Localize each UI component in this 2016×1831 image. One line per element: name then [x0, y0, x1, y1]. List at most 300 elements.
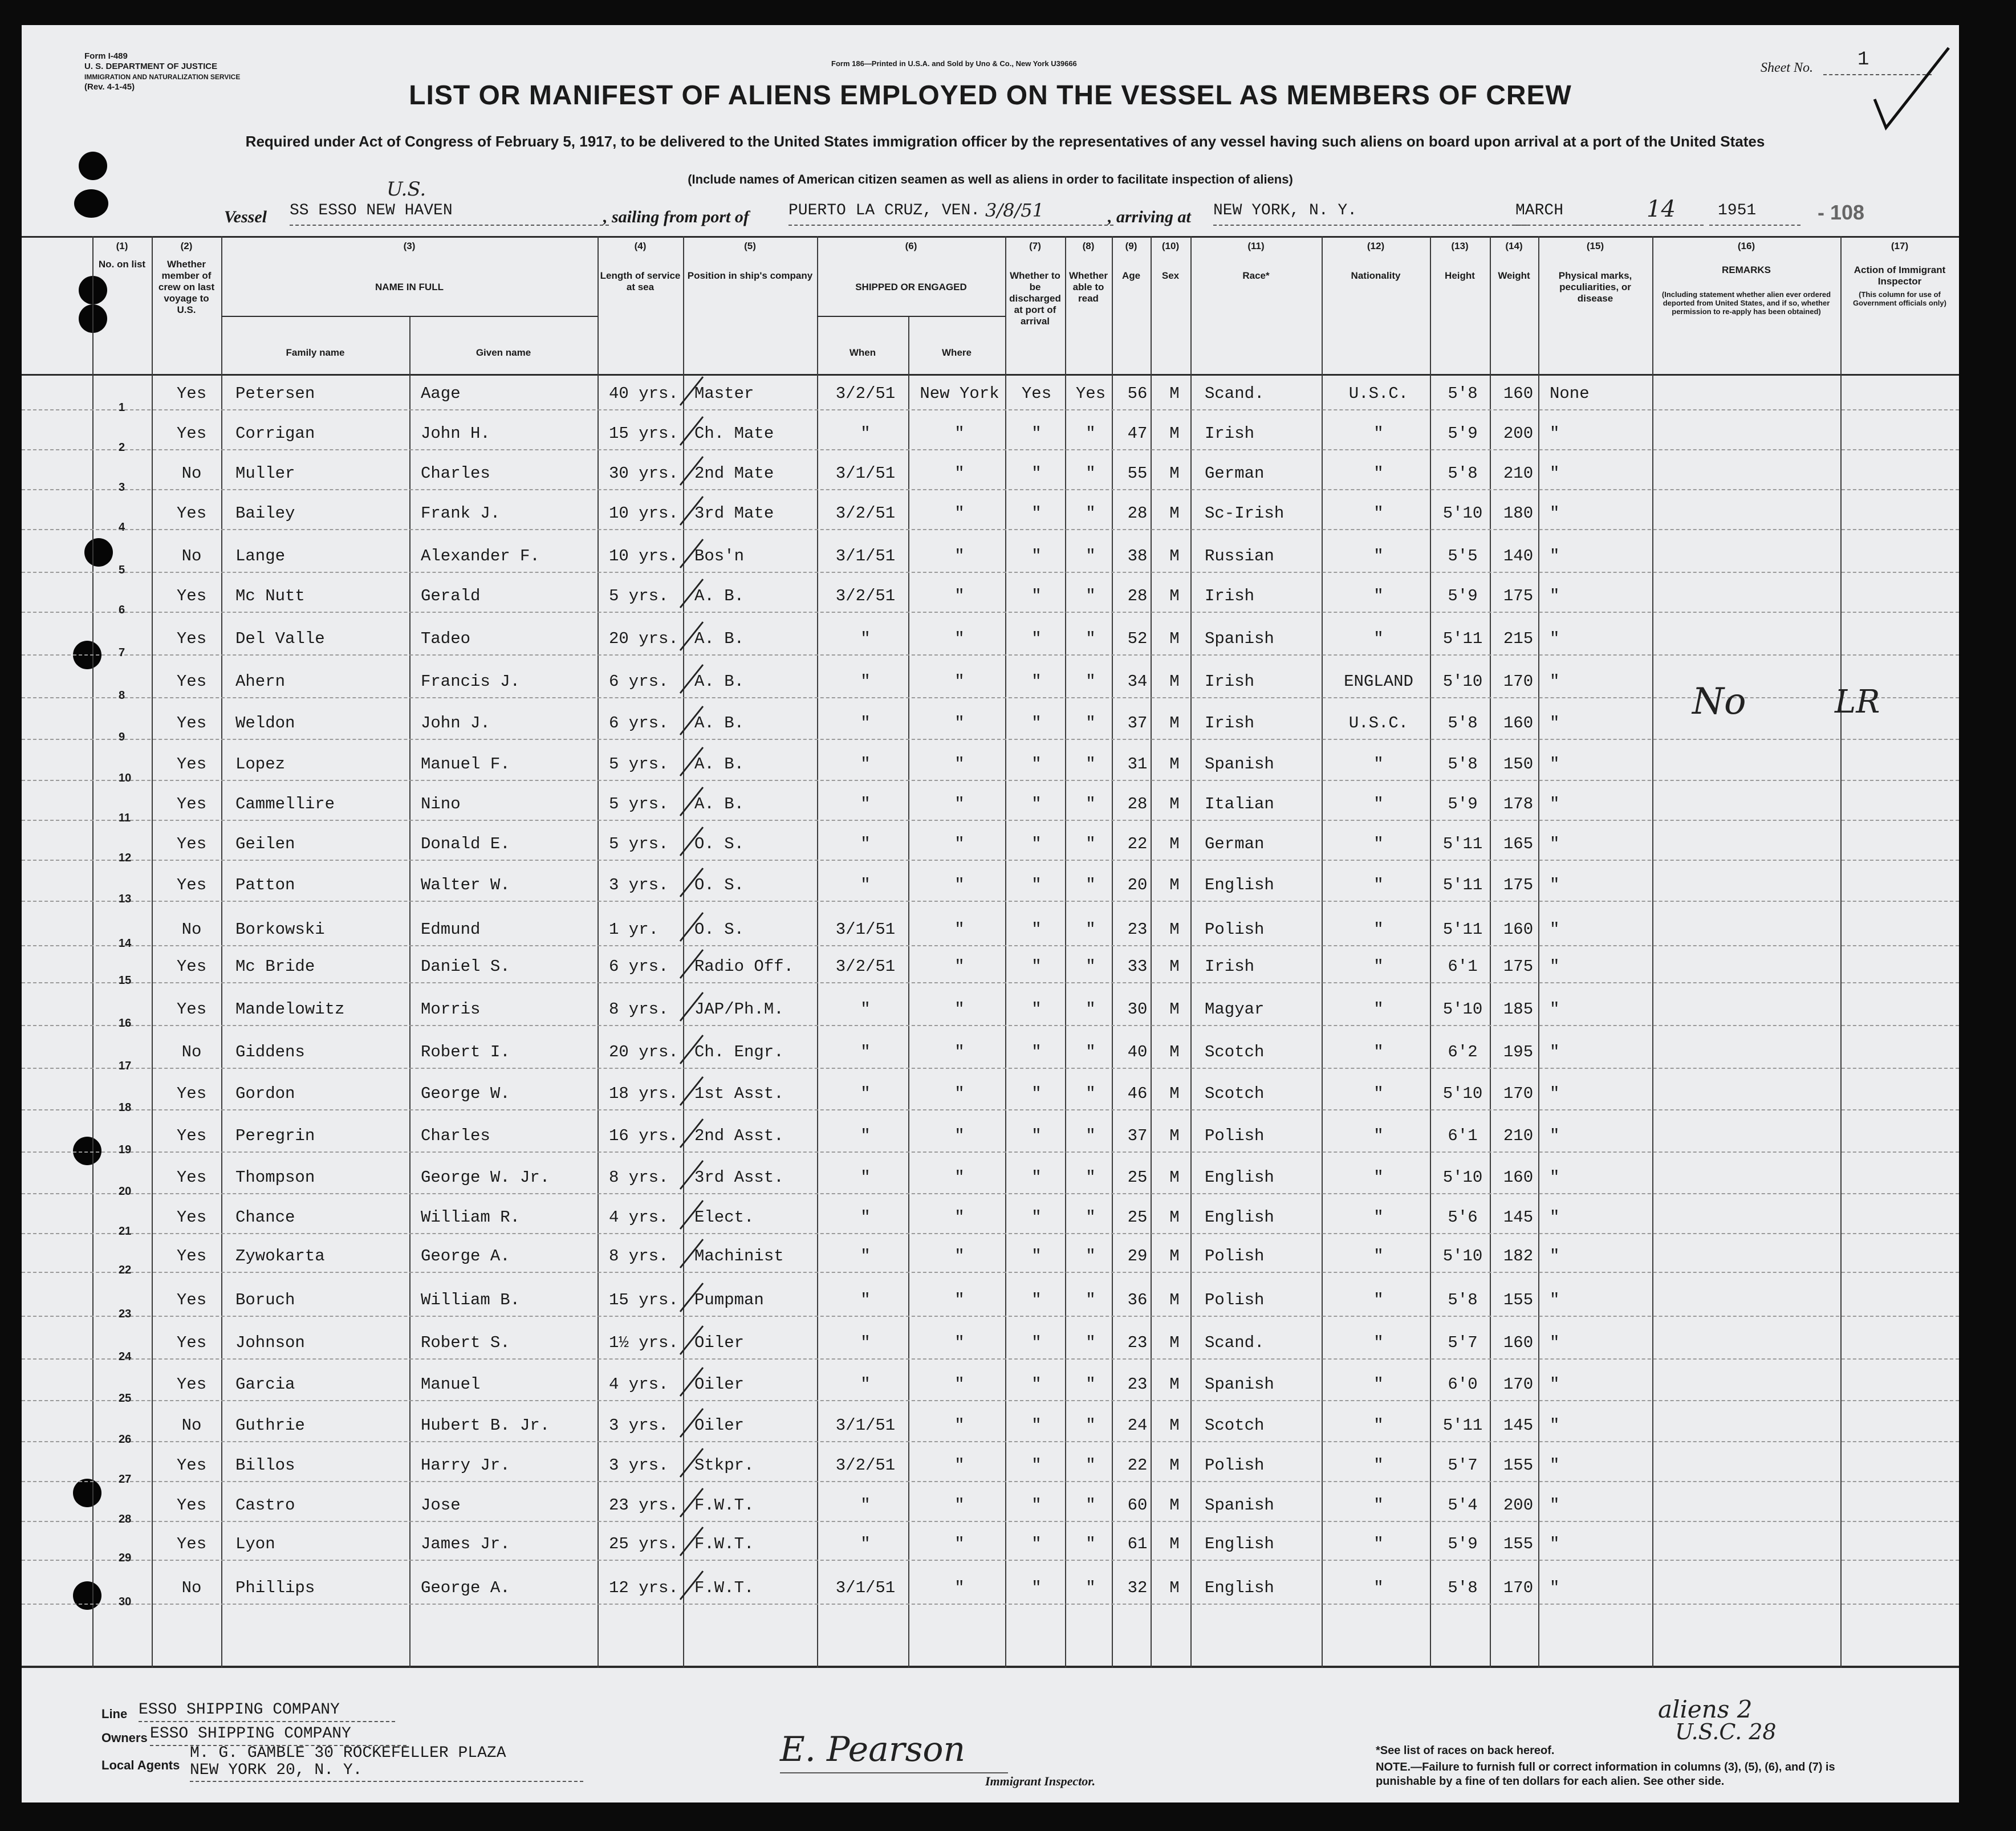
table-cell: Polish [1205, 1247, 1265, 1266]
table-cell: " [954, 835, 965, 853]
table-cell: " [1373, 1084, 1384, 1103]
check-mark-icon [677, 1236, 712, 1271]
table-cell: Irish [1205, 424, 1255, 443]
column-divider [1430, 236, 1431, 1668]
table-cell: " [1031, 920, 1042, 939]
table-cell: Frank J. [421, 504, 501, 523]
table-cell: " [860, 1126, 871, 1145]
table-cell: Walter W. [421, 876, 510, 894]
table-cell: M [1169, 1496, 1180, 1515]
table-cell: M [1169, 547, 1180, 565]
table-cell: 24 [1127, 1416, 1148, 1435]
table-cell: Muller [235, 464, 295, 483]
table-cell: " [860, 424, 871, 443]
table-cell: A. B. [694, 755, 745, 774]
table-cell: Spanish [1205, 1496, 1274, 1515]
check-mark-icon [677, 1446, 712, 1480]
table-cell: JAP/Ph.M. [694, 1000, 784, 1019]
table-cell: 8 yrs. [609, 1247, 669, 1266]
table-cell: 5'10 [1442, 1084, 1483, 1103]
table-cell: 28 [1127, 587, 1148, 605]
column-number: (3) [403, 241, 416, 251]
table-cell: " [1086, 957, 1096, 976]
revision: (Rev. 4-1-45) [84, 82, 135, 92]
column-divider [1840, 236, 1842, 1668]
row-line [22, 409, 1959, 410]
column-number: (17) [1891, 241, 1909, 251]
row-line [22, 820, 1959, 821]
column-number: (10) [1161, 241, 1180, 251]
table-cell: 145 [1503, 1208, 1534, 1227]
table-cell: ENGLAND [1344, 672, 1413, 691]
table-cell: 4 yrs. [609, 1208, 669, 1227]
table-cell: 5'6 [1448, 1208, 1478, 1227]
row-number: 24 [119, 1350, 132, 1363]
table-cell: F.W.T. [694, 1496, 754, 1515]
table-cell: " [954, 1291, 965, 1309]
table-cell: " [1086, 876, 1096, 894]
table-cell: 12 yrs. [609, 1578, 678, 1597]
table-cell: 3rd Asst. [694, 1168, 784, 1187]
column-header: Nationality [1351, 270, 1401, 281]
table-cell: Nino [421, 795, 461, 813]
form-title: LIST OR MANIFEST OF ALIENS EMPLOYED ON THE VESSEL AS MEMBERS OF CREW [409, 80, 1572, 111]
table-cell: 170 [1503, 1375, 1534, 1394]
column-number: (9) [1125, 241, 1137, 251]
column-header: NAME IN FULL [375, 282, 444, 292]
table-cell: 5'7 [1448, 1333, 1478, 1352]
table-cell: Alexander F. [421, 547, 540, 565]
table-cell: 1 yr. [609, 920, 659, 939]
column-number: (6) [905, 241, 917, 251]
table-cell: " [1031, 464, 1042, 483]
table-cell: Jose [421, 1496, 461, 1515]
row-number: 18 [119, 1101, 132, 1114]
table-cell: " [954, 424, 965, 443]
service: IMMIGRATION AND NATURALIZATION SERVICE [84, 73, 241, 81]
table-cell: " [1086, 1535, 1096, 1553]
table-cell: Corrigan [235, 424, 315, 443]
column-header: SHIPPED OR ENGAGED [855, 282, 967, 292]
table-cell: Johnson [235, 1333, 305, 1352]
table-cell: " [954, 1578, 965, 1597]
column-subheader: Family name [286, 347, 345, 358]
table-cell: " [860, 795, 871, 813]
table-cell: Cammellire [235, 795, 335, 813]
table-cell: " [1086, 1000, 1096, 1019]
column-divider [1538, 236, 1539, 1668]
check-mark-icon [677, 1032, 712, 1067]
row-line [22, 1025, 1959, 1026]
table-cell: " [1373, 1496, 1384, 1515]
table-cell: 56 [1127, 384, 1148, 403]
column-divider [908, 316, 909, 1668]
table-cell: 5'8 [1448, 464, 1478, 483]
table-cell: Yes [176, 1168, 207, 1187]
row-number: 11 [119, 812, 131, 824]
table-cell: " [1086, 920, 1096, 939]
table-cell: M [1169, 1291, 1180, 1309]
table-cell: 160 [1503, 920, 1534, 939]
table-cell: No [181, 1043, 202, 1061]
table-cell: Irish [1205, 957, 1255, 976]
row-number: 29 [119, 1552, 132, 1564]
table-cell: M [1169, 835, 1180, 853]
table-cell: Mc Nutt [235, 587, 305, 605]
table-cell: Irish [1205, 672, 1255, 691]
table-cell: " [1031, 1084, 1042, 1103]
row-number: 8 [119, 689, 125, 702]
table-cell: Scotch [1205, 1084, 1265, 1103]
table-cell: Yes [176, 424, 207, 443]
table-cell: A. B. [694, 587, 745, 605]
check-mark-icon [677, 536, 712, 571]
table-cell: " [954, 957, 965, 976]
table-cell: " [1550, 835, 1560, 853]
column-number: (2) [180, 241, 193, 251]
table-cell: 10 yrs. [609, 547, 678, 565]
table-cell: Hubert B. Jr. [421, 1416, 550, 1435]
table-cell: 36 [1127, 1291, 1148, 1309]
table-cell: " [1086, 1291, 1096, 1309]
row-line [22, 572, 1959, 573]
column-header: Physical marks, peculiarities, or disease [1558, 270, 1632, 304]
table-cell: 8 yrs. [609, 1000, 669, 1019]
column-header: REMARKS [1722, 265, 1771, 275]
remarks-annotation: No [1692, 681, 1746, 723]
column-divider [1190, 236, 1192, 1668]
table-cell: 5'9 [1448, 1535, 1478, 1553]
table-cell: 5 yrs. [609, 795, 669, 813]
column-divider [1065, 236, 1066, 1668]
column-divider [1322, 236, 1323, 1668]
agents-value-1: M. G. GAMBLE 30 ROCKEFELLER PLAZA [190, 1744, 506, 1762]
table-cell: Yes [176, 504, 207, 523]
table-cell: " [1550, 1208, 1560, 1227]
table-cell: " [1373, 504, 1384, 523]
table-cell: " [1031, 424, 1042, 443]
table-cell: 3/2/51 [835, 957, 896, 976]
table-cell: 18 yrs. [609, 1084, 678, 1103]
table-cell: " [954, 920, 965, 939]
column-divider [598, 236, 599, 1668]
row-number: 30 [119, 1596, 132, 1608]
table-cell: German [1205, 835, 1265, 853]
table-cell: 3/2/51 [835, 587, 896, 605]
table-cell: James Jr. [421, 1535, 510, 1553]
table-cell: M [1169, 1000, 1180, 1019]
table-cell: " [1086, 504, 1096, 523]
table-cell: 55 [1127, 464, 1148, 483]
vessel-note: U.S. [387, 178, 426, 201]
table-cell: Master [694, 384, 754, 403]
table-cell: " [1086, 714, 1096, 733]
table-cell: " [1550, 464, 1560, 483]
table-cell: Spanish [1205, 1375, 1274, 1394]
table-cell: 37 [1127, 714, 1148, 733]
table-cell: Harry Jr. [421, 1456, 510, 1475]
table-cell: M [1169, 384, 1180, 403]
row-number: 9 [119, 731, 125, 743]
row-line [22, 1604, 1959, 1605]
table-cell: M [1169, 876, 1180, 894]
row-line [22, 982, 1959, 983]
table-cell: " [954, 876, 965, 894]
table-cell: Yes [1075, 384, 1106, 403]
table-cell: " [1550, 1578, 1560, 1597]
table-cell: " [1550, 1000, 1560, 1019]
column-header: No. on list [98, 259, 146, 270]
table-cell: 6'0 [1448, 1375, 1478, 1394]
check-mark-icon [677, 1198, 712, 1232]
check-mark-icon [677, 454, 712, 488]
table-cell: M [1169, 629, 1180, 648]
row-number: 28 [119, 1513, 132, 1525]
table-cell: Aage [421, 384, 461, 403]
table-cell: Charles [421, 1126, 490, 1145]
table-cell: " [860, 876, 871, 894]
table-cell: " [1550, 547, 1560, 565]
row-line [22, 1233, 1959, 1234]
table-cell: " [1031, 795, 1042, 813]
table-cell: 5'5 [1448, 547, 1478, 565]
table-cell: 3 yrs. [609, 1416, 669, 1435]
table-cell: " [1031, 876, 1042, 894]
table-cell: 160 [1503, 1333, 1534, 1352]
table-cell: 5'10 [1442, 504, 1483, 523]
table-cell: " [1031, 672, 1042, 691]
table-cell: 5'8 [1448, 1578, 1478, 1597]
check-mark-icon [677, 947, 712, 981]
table-cell: " [860, 1535, 871, 1553]
handwritten-count-1: aliens 2 [1658, 1695, 1753, 1723]
table-cell: Elect. [694, 1208, 754, 1227]
column-header: Position in ship's company [687, 270, 813, 281]
table-cell: Petersen [235, 384, 315, 403]
table-cell: 1½ yrs. [609, 1333, 678, 1352]
table-cell: No [181, 547, 202, 565]
table-cell: Oiler [694, 1416, 745, 1435]
row-number: 27 [119, 1473, 132, 1486]
table-cell: Manuel F. [421, 755, 510, 774]
table-cell: " [1373, 1000, 1384, 1019]
table-cell: " [1086, 1043, 1096, 1061]
table-cell: 5'11 [1442, 876, 1483, 894]
table-cell: Tadeo [421, 629, 471, 648]
column-subheader: When [849, 347, 876, 358]
table-cell: 2nd Mate [694, 464, 774, 483]
table-cell: 5'10 [1442, 1247, 1483, 1266]
table-cell: " [954, 1247, 965, 1266]
column-number: (8) [1082, 241, 1095, 251]
column-header: Action of Immigrant Inspector [1854, 265, 1946, 287]
table-cell: 5'8 [1448, 755, 1478, 774]
table-cell: " [1373, 1375, 1384, 1394]
table-cell: Yes [176, 1247, 207, 1266]
check-mark-icon [677, 910, 712, 944]
table-cell: " [860, 1333, 871, 1352]
owners-label: Owners [101, 1731, 148, 1745]
table-cell: 170 [1503, 1578, 1534, 1597]
row-number: 23 [119, 1308, 132, 1320]
table-cell: " [1031, 1126, 1042, 1145]
table-cell: 20 yrs. [609, 629, 678, 648]
row-line [22, 654, 1959, 656]
arrival-day: 14 [1647, 196, 1676, 222]
table-cell: " [1031, 1043, 1042, 1061]
inspector-signature: E. Pearson [780, 1730, 966, 1769]
table-cell: M [1169, 1247, 1180, 1266]
table-cell: 155 [1503, 1535, 1534, 1553]
row-line [22, 489, 1959, 490]
table-cell: Lyon [235, 1535, 275, 1553]
table-cell: M [1169, 1578, 1180, 1597]
table-cell: 5 yrs. [609, 835, 669, 853]
table-cell: " [1550, 1043, 1560, 1061]
table-cell: 145 [1503, 1416, 1534, 1435]
table-cell: " [860, 1000, 871, 1019]
column-header-detail: (Including statement whether alien ever ordered deported from United States, and if so, whether permission to re-apply has been obtained) [1661, 290, 1831, 316]
table-cell: " [1031, 835, 1042, 853]
table-cell: 32 [1127, 1578, 1148, 1597]
table-cell: M [1169, 1208, 1180, 1227]
column-number: (7) [1029, 241, 1041, 251]
table-cell: " [1550, 1247, 1560, 1266]
table-cell: 30 yrs. [609, 464, 678, 483]
row-line [22, 1441, 1959, 1442]
check-mark-icon [677, 374, 712, 408]
sheet-number: 1 [1858, 49, 1869, 71]
table-cell: Italian [1205, 795, 1274, 813]
check-mark-icon [677, 1406, 712, 1440]
table-cell: Yes [176, 835, 207, 853]
column-number: (11) [1247, 241, 1265, 251]
table-cell: Magyar [1205, 1000, 1265, 1019]
table-cell: " [1086, 424, 1096, 443]
table-cell: 3/1/51 [835, 464, 896, 483]
table-cell: Yes [176, 1535, 207, 1553]
inspector-action-annotation: LR [1835, 683, 1880, 721]
table-cell: 23 [1127, 1375, 1148, 1394]
table-cell: " [1373, 1208, 1384, 1227]
table-cell: " [954, 1208, 965, 1227]
column-header: Height [1445, 270, 1475, 281]
column-divider [409, 316, 410, 1668]
check-mark-icon [677, 662, 712, 696]
table-cell: " [1031, 1496, 1042, 1515]
row-line [22, 449, 1959, 450]
table-cell: Irish [1205, 714, 1255, 733]
table-cell: " [1086, 464, 1096, 483]
check-mark-icon [677, 1486, 712, 1520]
table-cell: 6 yrs. [609, 957, 669, 976]
table-cell: 200 [1503, 424, 1534, 443]
table-cell: 5'11 [1442, 629, 1483, 648]
table-cell: " [1550, 876, 1560, 894]
table-cell: Spanish [1205, 755, 1274, 774]
table-cell: No [181, 464, 202, 483]
table-cell: Ahern [235, 672, 286, 691]
row-line [22, 529, 1959, 530]
table-cell: 160 [1503, 384, 1534, 403]
table-cell: " [860, 1496, 871, 1515]
table-cell: Morris [421, 1000, 481, 1019]
penalty-note: NOTE.—Failure to furnish full or correct information in columns (3), (5), (6), and (7) is punishable by a fine of ten dollars for each alien. See other side. [1376, 1761, 1835, 1788]
table-cell: " [860, 1168, 871, 1187]
table-cell: " [1031, 1416, 1042, 1435]
table-cell: " [1550, 587, 1560, 605]
table-cell: 3rd Mate [694, 504, 774, 523]
table-cell: None [1550, 384, 1590, 403]
table-cell: Donald E. [421, 835, 510, 853]
table-cell: 3/1/51 [835, 920, 896, 939]
table-cell: M [1169, 1168, 1180, 1187]
table-cell: " [860, 835, 871, 853]
table-cell: George A. [421, 1247, 510, 1266]
column-subheader: Given name [475, 347, 531, 358]
row-number: 1 [119, 401, 125, 414]
table-cell: " [1031, 755, 1042, 774]
table-cell: " [1086, 672, 1096, 691]
table-cell: M [1169, 1043, 1180, 1061]
table-cell: " [1373, 1535, 1384, 1553]
table-cell: 34 [1127, 672, 1148, 691]
table-cell: " [1550, 1535, 1560, 1553]
table-cell: English [1205, 1168, 1274, 1187]
table-cell: M [1169, 957, 1180, 976]
table-cell: " [1086, 1578, 1096, 1597]
row-number: 26 [119, 1433, 132, 1446]
table-cell: " [1031, 1535, 1042, 1553]
table-cell: 5'9 [1448, 587, 1478, 605]
department: U. S. DEPARTMENT OF JUSTICE [84, 62, 218, 71]
table-cell: 175 [1503, 876, 1534, 894]
table-cell: 200 [1503, 1496, 1534, 1515]
table-cell: " [1031, 1375, 1042, 1394]
column-header: Whether to be discharged at port of arrival [1009, 270, 1061, 327]
column-header: Race* [1242, 270, 1270, 281]
row-line [22, 612, 1959, 613]
table-cell: A. B. [694, 629, 745, 648]
table-cell: " [1373, 1126, 1384, 1145]
table-cell: " [1031, 1000, 1042, 1019]
table-cell: " [1086, 1375, 1096, 1394]
form-number: Form I-489 [84, 51, 128, 61]
table-cell: " [1550, 1375, 1560, 1394]
table-cell: " [860, 1375, 871, 1394]
table-cell: 155 [1503, 1291, 1534, 1309]
table-cell: English [1205, 1578, 1274, 1597]
table-cell: Edmund [421, 920, 481, 939]
agents-label: Local Agents [101, 1758, 180, 1772]
table-cell: M [1169, 587, 1180, 605]
table-cell: " [1550, 629, 1560, 648]
table-cell: " [1031, 714, 1042, 733]
column-number: (5) [744, 241, 756, 251]
table-cell: " [1373, 587, 1384, 605]
column-divider [817, 236, 818, 1668]
table-cell: " [954, 547, 965, 565]
table-cell: 3/1/51 [835, 547, 896, 565]
table-cell: Zywokarta [235, 1247, 325, 1266]
table-cell: " [954, 629, 965, 648]
table-cell: M [1169, 920, 1180, 939]
table-cell: F.W.T. [694, 1535, 754, 1553]
row-line [22, 1560, 1959, 1561]
table-cell: 40 [1127, 1043, 1148, 1061]
row-number: 20 [119, 1185, 132, 1198]
row-line [22, 1272, 1959, 1273]
